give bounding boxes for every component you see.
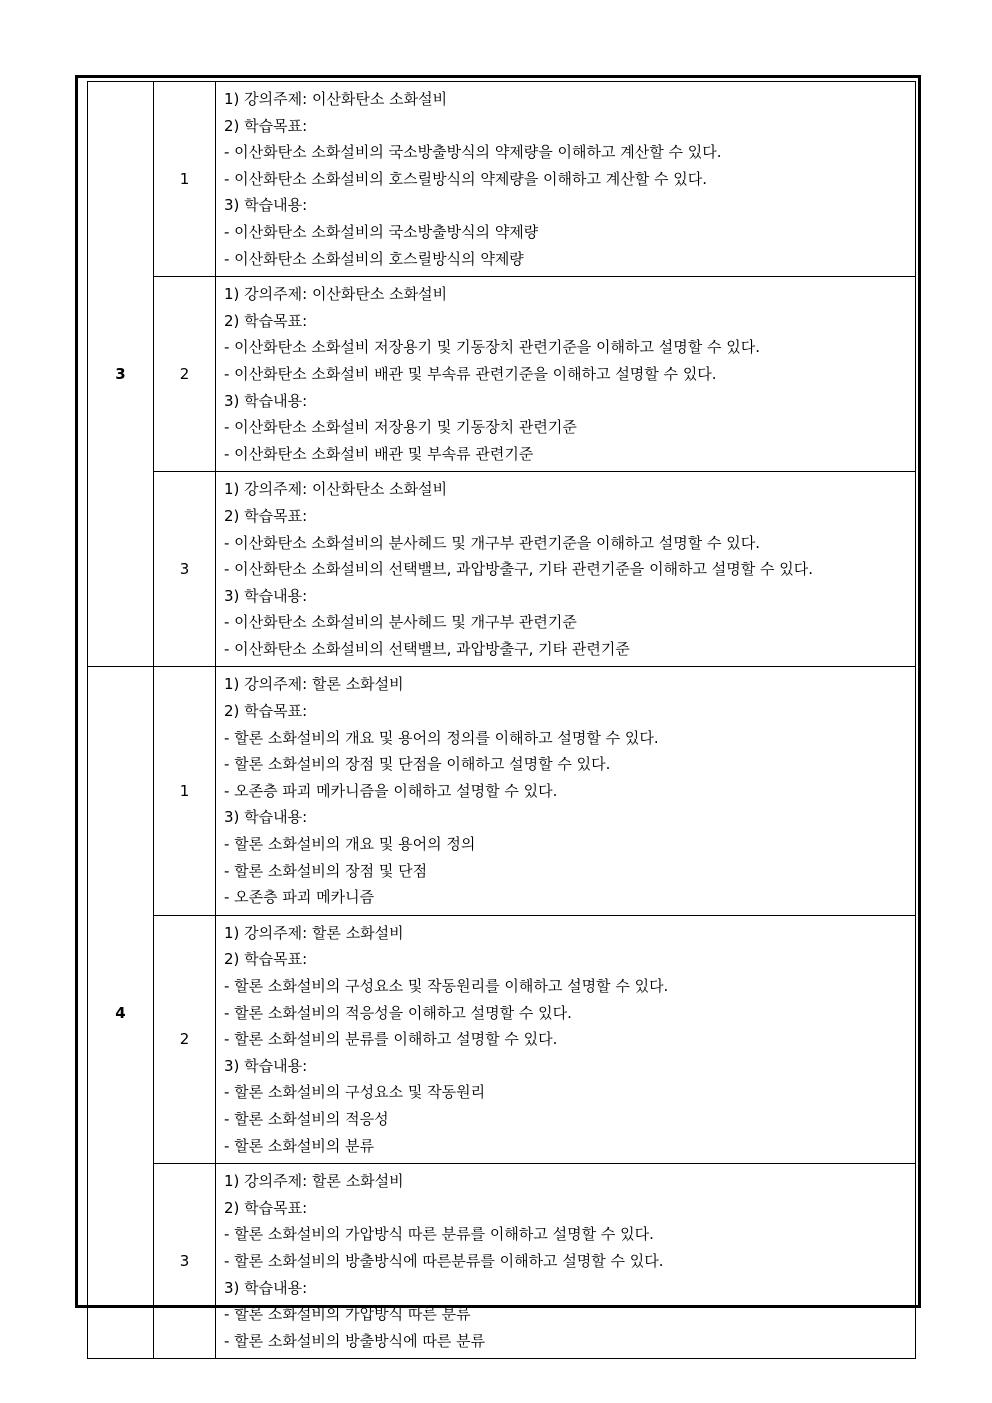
- content-line: 1) 강의주제: 할론 소화설비: [224, 675, 404, 694]
- document-frame: [75, 75, 921, 1350]
- content-line: 3) 학습내용:: [224, 586, 308, 605]
- content-line: - 할론 소화설비의 가압방식 따른 분류: [224, 1305, 471, 1324]
- content-line: 3) 학습내용:: [224, 391, 308, 410]
- content-line: - 할론 소화설비의 구성요소 및 작동원리: [224, 1083, 486, 1102]
- content-line: - 할론 소화설비의 방출방식에 따른 분류: [224, 1331, 486, 1350]
- content-line: 2) 학습목표:: [224, 950, 308, 969]
- content-line: - 할론 소화설비의 장점 및 단점: [224, 861, 428, 880]
- content-line: 3) 학습내용:: [224, 196, 308, 215]
- content-line: - 이산화탄소 소화설비의 선택밸브, 과압방출구, 기타 관련기준을 이해하고 설명할 수 있다.: [224, 560, 814, 579]
- content-line: - 이산화탄소 소화설비 배관 및 부속류 관련기준: [224, 444, 534, 463]
- content-line: - 할론 소화설비의 가압방식 따른 분류를 이해하고 설명할 수 있다.: [224, 1225, 654, 1244]
- content-line: - 할론 소화설비의 구성요소 및 작동원리를 이해하고 설명할 수 있다.: [224, 977, 669, 995]
- content-line: - 이산화탄소 소화설비의 호스릴방식의 약제량: [224, 249, 524, 268]
- session-number-cell: 3: [154, 472, 216, 667]
- week-number-cell: 4: [88, 667, 154, 1359]
- table-row: [88, 277, 916, 472]
- content-line: - 할론 소화설비의 적응성을 이해하고 설명할 수 있다.: [224, 1003, 572, 1022]
- content-line: - 할론 소화설비의 방출방식에 따른분류를 이해하고 설명할 수 있다.: [224, 1251, 664, 1270]
- content-line: - 이산화탄소 소화설비의 호스릴방식의 약제량을 이해하고 계산할 수 있다.: [224, 169, 708, 188]
- content-line: - 이산화탄소 소화설비 저장용기 및 기동장치 관련기준을 이해하고 설명할 수 있다.: [224, 338, 761, 357]
- content-line: - 할론 소화설비의 분류를 이해하고 설명할 수 있다.: [224, 1030, 558, 1049]
- session-number-cell: 1: [154, 667, 216, 915]
- content-line: 1) 강의주제: 이산화탄소 소화설비: [224, 480, 448, 499]
- session-content-cell: [216, 82, 916, 277]
- content-line: 1) 강의주제: 이산화탄소 소화설비: [224, 90, 448, 108]
- lecture-plan-table: [87, 81, 916, 1359]
- content-line: - 할론 소화설비의 개요 및 용어의 정의: [224, 835, 476, 854]
- content-line: - 오존층 파괴 메카니즘을 이해하고 설명할 수 있다.: [224, 781, 558, 800]
- content-line: 3) 학습내용:: [224, 1278, 308, 1297]
- content-line: 2) 학습목표:: [224, 1198, 308, 1217]
- session-content-cell: [216, 667, 916, 915]
- content-line: - 이산화탄소 소화설비의 선택밸브, 과압방출구, 기타 관련기준: [224, 639, 630, 658]
- content-line: - 할론 소화설비의 분류: [224, 1136, 375, 1155]
- table-row: [88, 1164, 916, 1359]
- session-number-cell: 2: [154, 915, 216, 1163]
- table-row: [88, 667, 916, 915]
- session-content-cell: [216, 472, 916, 667]
- content-line: 2) 학습목표:: [224, 506, 308, 525]
- table-row: [88, 82, 916, 277]
- content-line: 3) 학습내용:: [224, 808, 308, 827]
- content-line: - 할론 소화설비의 적응성: [224, 1109, 389, 1128]
- content-line: 1) 강의주제: 할론 소화설비: [224, 1172, 404, 1191]
- content-line: 2) 학습목표:: [224, 702, 308, 721]
- content-line: 1) 강의주제: 이산화탄소 소화설비: [224, 285, 448, 304]
- content-line: - 할론 소화설비의 개요 및 용어의 정의를 이해하고 설명할 수 있다.: [224, 728, 659, 747]
- table-row: [88, 472, 916, 667]
- content-line: 3) 학습내용:: [224, 1056, 308, 1075]
- content-line: - 오존층 파괴 메카니즘: [224, 888, 375, 907]
- session-content-cell: [216, 277, 916, 472]
- content-line: 1) 강의주제: 할론 소화설비: [224, 923, 404, 942]
- content-line: - 할론 소화설비의 장점 및 단점을 이해하고 설명할 수 있다.: [224, 755, 611, 774]
- session-number-cell: 2: [154, 277, 216, 472]
- content-line: 2) 학습목표:: [224, 116, 308, 135]
- content-line: - 이산화탄소 소화설비의 국소방출방식의 약제량: [224, 222, 539, 241]
- table-row: [88, 915, 916, 1163]
- content-line: - 이산화탄소 소화설비 배관 및 부속류 관련기준을 이해하고 설명할 수 있다.: [224, 364, 717, 383]
- content-line: - 이산화탄소 소화설비의 분사헤드 및 개구부 관련기준: [224, 613, 577, 632]
- session-number-cell: 3: [154, 1164, 216, 1359]
- session-content-cell: [216, 1164, 916, 1359]
- content-line: - 이산화탄소 소화설비의 분사헤드 및 개구부 관련기준을 이해하고 설명할 수 있다.: [224, 533, 761, 552]
- session-number-cell: 1: [154, 82, 216, 277]
- content-line: - 이산화탄소 소화설비의 국소방출방식의 약제량을 이해하고 계산할 수 있다.: [224, 143, 722, 162]
- week-number-cell: 3: [88, 82, 154, 667]
- session-content-cell: [216, 915, 916, 1163]
- content-line: 2) 학습목표:: [224, 311, 308, 330]
- content-line: - 이산화탄소 소화설비 저장용기 및 기동장치 관련기준: [224, 418, 577, 437]
